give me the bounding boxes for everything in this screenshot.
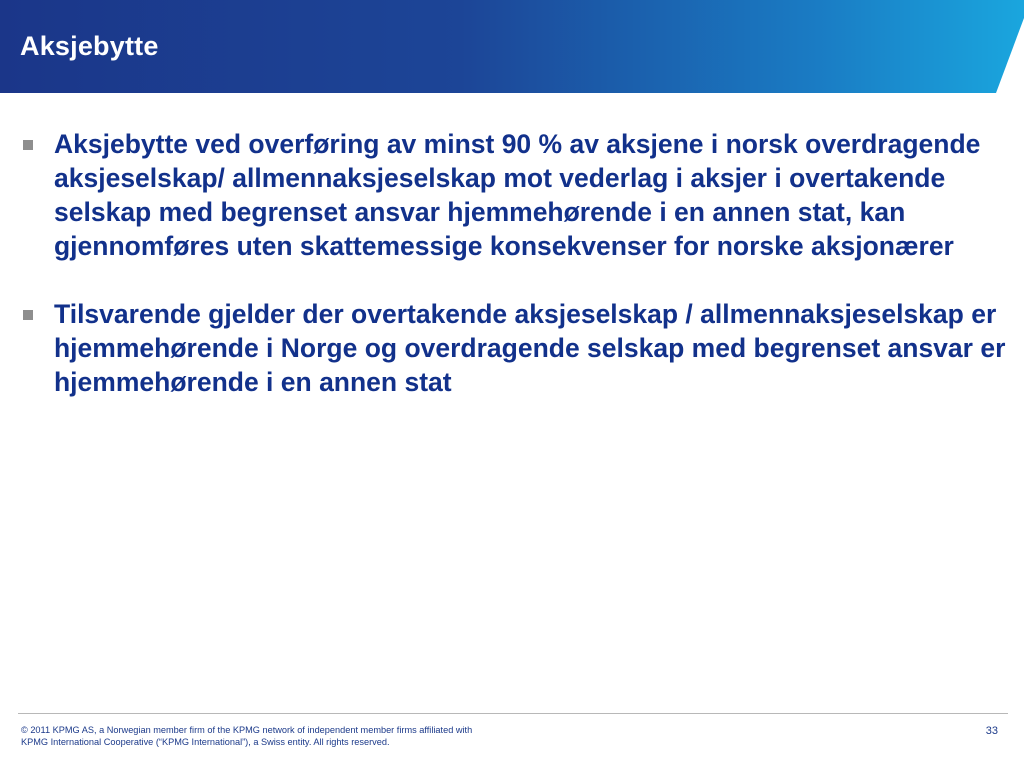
bullet-item bbox=[18, 127, 1008, 263]
bullet-square-icon bbox=[23, 140, 33, 150]
copyright-line-2: KPMG International Cooperative (“KPMG International”), a Swiss entity. All rights reserved. bbox=[21, 737, 390, 747]
slide-content bbox=[18, 127, 1008, 433]
slide-title: Aksjebytte bbox=[20, 31, 159, 61]
bullet-text: Aksjebytte ved overføring av minst 90 % av aksjene i norsk overdragende aksjeselskap/ allmennaksjeselskap mot vederlag i aksjer i overtakende selskap med begrenset ansvar hjemmehørende i en annen stat, kan gjennomføres uten skattemessige konsekvenser for norske aksjonærer bbox=[54, 129, 981, 261]
page-number: 33 bbox=[985, 725, 998, 737]
footer-divider bbox=[18, 713, 1008, 714]
bullet-item bbox=[18, 297, 1008, 399]
copyright-line-1: © 2011 KPMG AS, a Norwegian member firm of the KPMG network of independent member firms affiliated with bbox=[21, 725, 473, 735]
title-bar bbox=[0, 0, 1024, 93]
footer-copyright bbox=[21, 724, 472, 748]
bullet-text: Tilsvarende gjelder der overtakende aksjeselskap / allmennaksjeselskap er hjemmehørende i Norge og overdragende selskap med begrenset ansvar er hjemmehørende i en annen stat bbox=[54, 299, 1006, 397]
bullet-square-icon bbox=[23, 310, 33, 320]
